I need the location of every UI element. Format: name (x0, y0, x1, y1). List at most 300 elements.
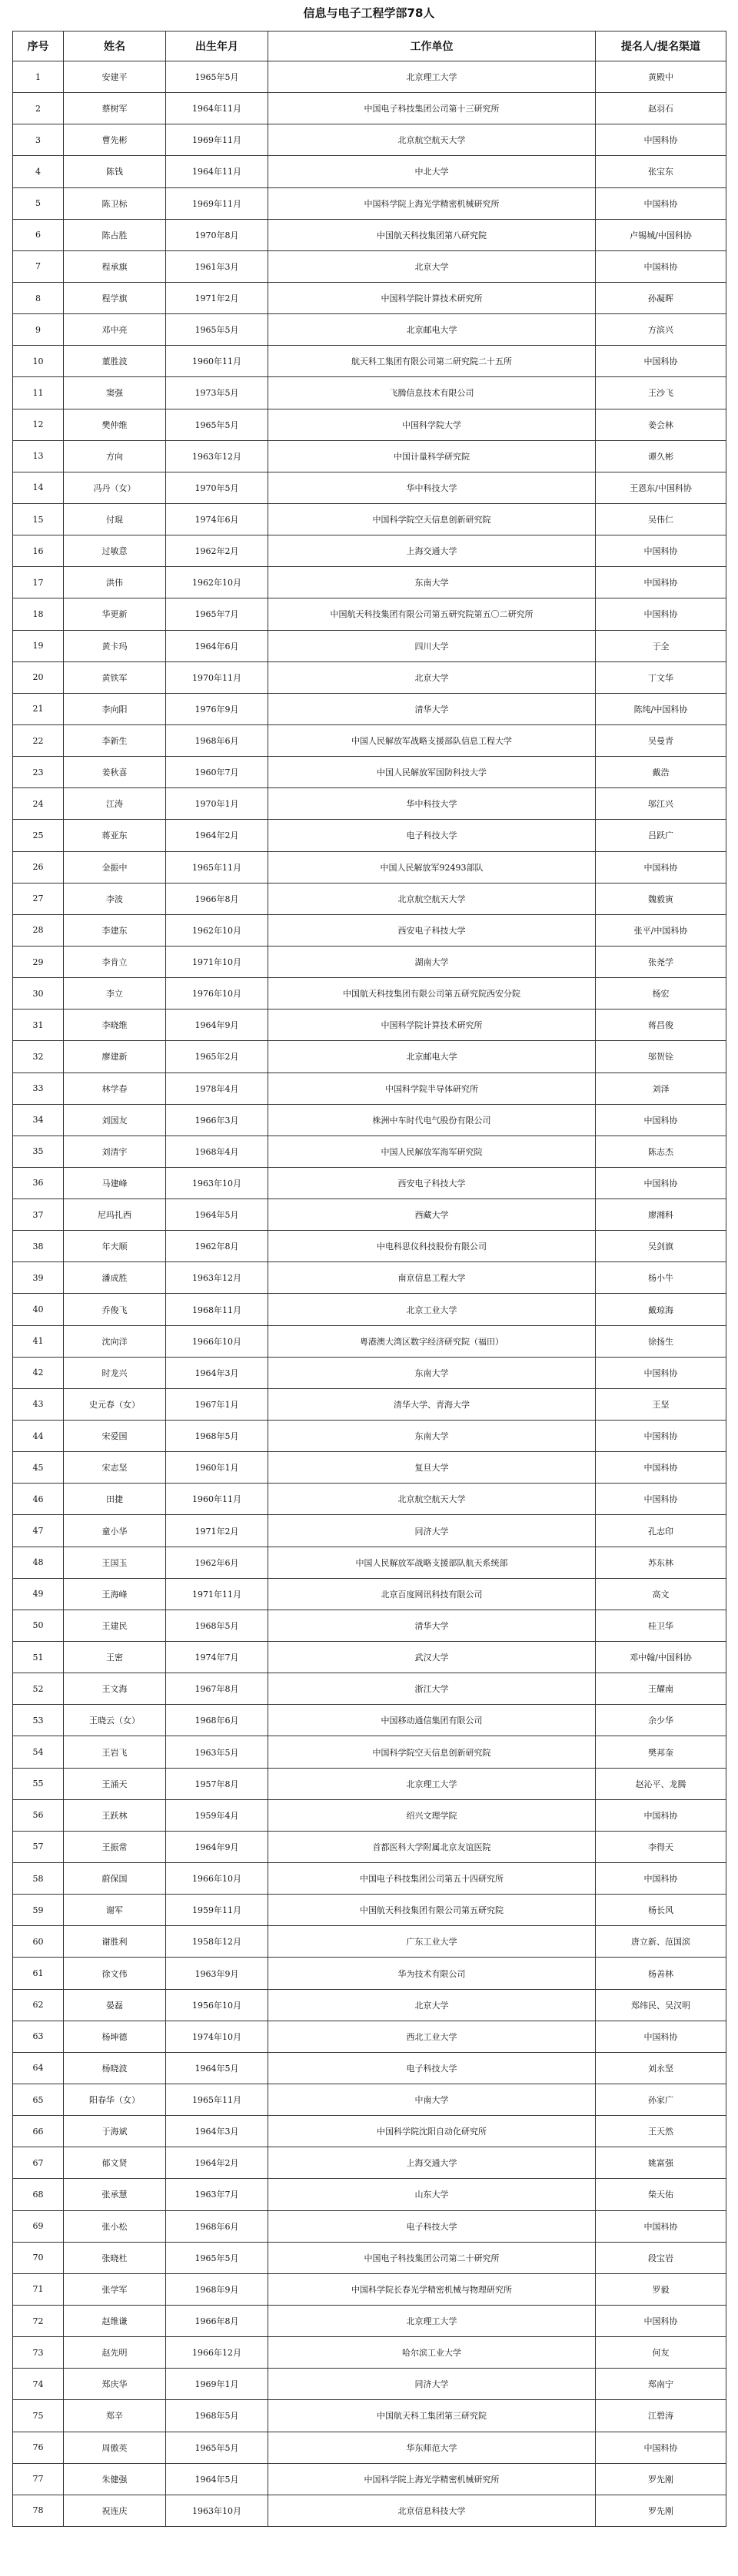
cell-index: 9 (13, 314, 64, 346)
cell-index: 28 (13, 914, 64, 946)
cell-workplace: 北京大学 (268, 661, 596, 693)
cell-nominator: 中国科协 (596, 2021, 726, 2052)
cell-index: 21 (13, 693, 64, 724)
table-row (13, 1167, 726, 1198)
table-row (13, 93, 726, 124)
cell-birth: 1965年5月 (166, 61, 268, 93)
cell-workplace: 西藏大学 (268, 1199, 596, 1231)
table-row (13, 2179, 726, 2210)
table-row (13, 1452, 726, 1484)
cell-birth: 1976年9月 (166, 693, 268, 724)
cell-name: 周傲英 (64, 2432, 166, 2463)
cell-index: 23 (13, 757, 64, 788)
cell-name: 李立 (64, 978, 166, 1010)
cell-nominator: 中国科协 (596, 2210, 726, 2242)
cell-index: 24 (13, 788, 64, 820)
cell-nominator: 中国科协 (596, 1167, 726, 1198)
cell-name: 王跃林 (64, 1799, 166, 1831)
cell-birth: 1968年5月 (166, 1421, 268, 1452)
table-row (13, 1010, 726, 1041)
cell-index: 7 (13, 250, 64, 282)
cell-nominator: 吴伟仁 (596, 503, 726, 535)
cell-nominator: 张尧学 (596, 946, 726, 977)
table-row (13, 1104, 726, 1135)
cell-name: 过敏意 (64, 535, 166, 567)
cell-birth: 1961年3月 (166, 250, 268, 282)
cell-workplace: 中国移动通信集团有限公司 (268, 1705, 596, 1736)
cell-nominator: 邬贺铨 (596, 1041, 726, 1073)
cell-index: 27 (13, 883, 64, 914)
cell-workplace: 中国科学院长春光学精密机械与物理研究所 (268, 2273, 596, 2305)
cell-name: 付琨 (64, 503, 166, 535)
cell-name: 张学军 (64, 2273, 166, 2305)
cell-birth: 1962年2月 (166, 535, 268, 567)
cell-workplace: 电子科技大学 (268, 2210, 596, 2242)
cell-index: 17 (13, 567, 64, 598)
cell-nominator: 中国科协 (596, 851, 726, 883)
cell-name: 年夫顺 (64, 1231, 166, 1262)
cell-birth: 1970年8月 (166, 219, 268, 250)
cell-birth: 1963年10月 (166, 1167, 268, 1198)
cell-birth: 1965年11月 (166, 2084, 268, 2116)
table-row (13, 1831, 726, 1862)
cell-workplace: 绍兴文理学院 (268, 1799, 596, 1831)
cell-name: 李新生 (64, 724, 166, 756)
cell-birth: 1959年11月 (166, 1895, 268, 1926)
cell-workplace: 华为技术有限公司 (268, 1958, 596, 1989)
cell-index: 38 (13, 1231, 64, 1262)
cell-workplace: 复旦大学 (268, 1452, 596, 1484)
table-row (13, 567, 726, 598)
nominee-table (12, 31, 726, 2527)
cell-index: 64 (13, 2052, 64, 2084)
cell-birth: 1974年10月 (166, 2021, 268, 2052)
cell-workplace: 清华大学、青海大学 (268, 1388, 596, 1420)
cell-nominator: 姚富强 (596, 2147, 726, 2179)
cell-workplace: 航天科工集团有限公司第二研究院二十五所 (268, 346, 596, 377)
cell-name: 张承慧 (64, 2179, 166, 2210)
table-row (13, 346, 726, 377)
cell-index: 56 (13, 1799, 64, 1831)
table-row (13, 1484, 726, 1515)
cell-nominator: 余少华 (596, 1705, 726, 1736)
cell-nominator: 中国科协 (596, 1799, 726, 1831)
table-row (13, 377, 726, 409)
cell-workplace: 北京百度网讯科技有限公司 (268, 1578, 596, 1610)
cell-index: 39 (13, 1262, 64, 1294)
table-row (13, 61, 726, 93)
cell-birth: 1964年3月 (166, 2116, 268, 2147)
cell-name: 王建民 (64, 1610, 166, 1641)
cell-name: 冯丹（女） (64, 472, 166, 503)
table-row (13, 124, 726, 156)
cell-workplace: 中国科学院计算技术研究所 (268, 282, 596, 313)
cell-index: 63 (13, 2021, 64, 2052)
table-row (13, 1799, 726, 1831)
cell-index: 44 (13, 1421, 64, 1452)
cell-birth: 1964年6月 (166, 630, 268, 661)
cell-index: 35 (13, 1135, 64, 1167)
cell-nominator: 段宝岩 (596, 2242, 726, 2273)
cell-index: 76 (13, 2432, 64, 2463)
cell-birth: 1970年1月 (166, 788, 268, 820)
cell-index: 32 (13, 1041, 64, 1073)
cell-nominator: 杨善林 (596, 1958, 726, 1989)
table-row (13, 2210, 726, 2242)
cell-name: 王国玉 (64, 1547, 166, 1578)
cell-workplace: 同济大学 (268, 1515, 596, 1547)
cell-workplace: 中南大学 (268, 2084, 596, 2116)
cell-birth: 1965年5月 (166, 2432, 268, 2463)
cell-workplace: 东南大学 (268, 1421, 596, 1452)
cell-index: 20 (13, 661, 64, 693)
cell-workplace: 北京航空航天大学 (268, 124, 596, 156)
table-row (13, 1357, 726, 1388)
cell-workplace: 四川大学 (268, 630, 596, 661)
cell-nominator: 柴天佑 (596, 2179, 726, 2210)
cell-nominator: 中国科协 (596, 346, 726, 377)
cell-name: 金振中 (64, 851, 166, 883)
cell-workplace: 飞腾信息技术有限公司 (268, 377, 596, 409)
cell-index: 15 (13, 503, 64, 535)
table-row (13, 2084, 726, 2116)
cell-birth: 1968年6月 (166, 1705, 268, 1736)
table-row (13, 1768, 726, 1799)
cell-nominator: 中国科协 (596, 1357, 726, 1388)
table-row (13, 1073, 726, 1104)
cell-birth: 1968年5月 (166, 1610, 268, 1641)
cell-workplace: 西安电子科技大学 (268, 914, 596, 946)
cell-workplace: 中国电子科技集团公司第二十研究所 (268, 2242, 596, 2273)
cell-name: 李波 (64, 883, 166, 914)
cell-workplace: 北京航空航天大学 (268, 883, 596, 914)
cell-birth: 1966年10月 (166, 1325, 268, 1357)
cell-birth: 1963年12月 (166, 1262, 268, 1294)
table-row (13, 1294, 726, 1325)
cell-nominator: 罗毅 (596, 2273, 726, 2305)
cell-index: 77 (13, 2463, 64, 2495)
cell-name: 程学旗 (64, 282, 166, 313)
cell-index: 75 (13, 2400, 64, 2432)
cell-name: 宋爱国 (64, 1421, 166, 1452)
cell-workplace: 上海交通大学 (268, 535, 596, 567)
cell-birth: 1963年7月 (166, 2179, 268, 2210)
cell-birth: 1966年12月 (166, 2337, 268, 2369)
cell-workplace: 北京理工大学 (268, 2305, 596, 2336)
cell-name: 李肯立 (64, 946, 166, 977)
cell-index: 69 (13, 2210, 64, 2242)
cell-name: 黄卡玛 (64, 630, 166, 661)
cell-workplace: 中国计量科学研究院 (268, 440, 596, 472)
cell-birth: 1969年1月 (166, 2369, 268, 2400)
cell-nominator: 罗先刚 (596, 2463, 726, 2495)
cell-index: 14 (13, 472, 64, 503)
cell-index: 43 (13, 1388, 64, 1420)
table-row (13, 440, 726, 472)
cell-birth: 1965年5月 (166, 314, 268, 346)
cell-nominator: 中国科协 (596, 1484, 726, 1515)
cell-nominator: 桂卫华 (596, 1610, 726, 1641)
cell-birth: 1962年10月 (166, 567, 268, 598)
cell-birth: 1964年9月 (166, 1010, 268, 1041)
cell-nominator: 中国科协 (596, 2305, 726, 2336)
cell-nominator: 刘永坚 (596, 2052, 726, 2084)
cell-name: 程承旗 (64, 250, 166, 282)
cell-name: 谢军 (64, 1895, 166, 1926)
cell-workplace: 中国科学院大学 (268, 409, 596, 440)
cell-index: 62 (13, 1989, 64, 2021)
cell-index: 46 (13, 1484, 64, 1515)
cell-birth: 1968年6月 (166, 2210, 268, 2242)
table-row (13, 250, 726, 282)
cell-index: 70 (13, 2242, 64, 2273)
table-row (13, 2052, 726, 2084)
cell-birth: 1970年5月 (166, 472, 268, 503)
cell-workplace: 中国科学院上海光学精密机械研究所 (268, 187, 596, 219)
cell-birth: 1956年10月 (166, 1989, 268, 2021)
cell-birth: 1965年7月 (166, 598, 268, 630)
cell-birth: 1968年4月 (166, 1135, 268, 1167)
cell-index: 49 (13, 1578, 64, 1610)
cell-workplace: 中国科学院空天信息创新研究院 (268, 1736, 596, 1768)
cell-workplace: 山东大学 (268, 2179, 596, 2210)
table-row (13, 503, 726, 535)
cell-workplace: 哈尔滨工业大学 (268, 2337, 596, 2369)
cell-name: 阳春华（女） (64, 2084, 166, 2116)
cell-workplace: 浙江大学 (268, 1673, 596, 1705)
cell-nominator: 徐扬生 (596, 1325, 726, 1357)
cell-nominator: 王坚 (596, 1388, 726, 1420)
cell-workplace: 株洲中车时代电气股份有限公司 (268, 1104, 596, 1135)
table-row (13, 1989, 726, 2021)
table-row (13, 1926, 726, 1958)
cell-index: 12 (13, 409, 64, 440)
cell-workplace: 中国电子科技集团公司第十三研究所 (268, 93, 596, 124)
cell-workplace: 武汉大学 (268, 1642, 596, 1673)
cell-index: 53 (13, 1705, 64, 1736)
cell-workplace: 北京理工大学 (268, 61, 596, 93)
cell-name: 祝连庆 (64, 2495, 166, 2526)
cell-birth: 1965年5月 (166, 409, 268, 440)
cell-name: 华更新 (64, 598, 166, 630)
table-row (13, 1388, 726, 1420)
cell-birth: 1969年11月 (166, 187, 268, 219)
cell-nominator: 陈纯/中国科协 (596, 693, 726, 724)
cell-index: 10 (13, 346, 64, 377)
cell-birth: 1962年10月 (166, 914, 268, 946)
cell-birth: 1966年3月 (166, 1104, 268, 1135)
cell-nominator: 何友 (596, 2337, 726, 2369)
table-row (13, 472, 726, 503)
cell-nominator: 吕跃广 (596, 820, 726, 851)
table-row (13, 2021, 726, 2052)
cell-nominator: 谭久彬 (596, 440, 726, 472)
cell-birth: 1973年5月 (166, 377, 268, 409)
cell-name: 蒋亚东 (64, 820, 166, 851)
cell-index: 1 (13, 61, 64, 93)
cell-name: 樊仲维 (64, 409, 166, 440)
cell-name: 林学春 (64, 1073, 166, 1104)
cell-nominator: 杨小牛 (596, 1262, 726, 1294)
cell-name: 时龙兴 (64, 1357, 166, 1388)
cell-birth: 1971年10月 (166, 946, 268, 977)
cell-nominator: 王恩东/中国科协 (596, 472, 726, 503)
cell-name: 江涛 (64, 788, 166, 820)
cell-birth: 1969年11月 (166, 124, 268, 156)
cell-nominator: 于全 (596, 630, 726, 661)
cell-nominator: 邓中翰/中国科协 (596, 1642, 726, 1673)
cell-birth: 1976年10月 (166, 978, 268, 1010)
cell-index: 34 (13, 1104, 64, 1135)
cell-nominator: 杨长风 (596, 1895, 726, 1926)
cell-nominator: 丁文华 (596, 661, 726, 693)
cell-nominator: 孙凝晖 (596, 282, 726, 313)
column-header-name: 姓名 (64, 31, 166, 61)
cell-birth: 1960年1月 (166, 1452, 268, 1484)
cell-workplace: 中国科学院半导体研究所 (268, 1073, 596, 1104)
cell-birth: 1959年4月 (166, 1799, 268, 1831)
cell-workplace: 北京工业大学 (268, 1294, 596, 1325)
cell-nominator: 张平/中国科协 (596, 914, 726, 946)
cell-birth: 1962年8月 (166, 1231, 268, 1262)
cell-index: 71 (13, 2273, 64, 2305)
table-row (13, 2242, 726, 2273)
cell-workplace: 东南大学 (268, 1357, 596, 1388)
cell-workplace: 西北工业大学 (268, 2021, 596, 2052)
table-row (13, 724, 726, 756)
cell-index: 8 (13, 282, 64, 313)
cell-index: 40 (13, 1294, 64, 1325)
cell-name: 蔚保国 (64, 1863, 166, 1895)
cell-workplace: 北京理工大学 (268, 1768, 596, 1799)
cell-nominator: 中国科协 (596, 1421, 726, 1452)
cell-index: 3 (13, 124, 64, 156)
table-body (13, 61, 726, 2527)
table-row (13, 1199, 726, 1231)
cell-workplace: 粤港澳大湾区数字经济研究院（福田） (268, 1325, 596, 1357)
table-row (13, 1547, 726, 1578)
cell-index: 58 (13, 1863, 64, 1895)
table-row (13, 598, 726, 630)
cell-birth: 1963年12月 (166, 440, 268, 472)
cell-nominator: 郑纬民、吴汉明 (596, 1989, 726, 2021)
cell-birth: 1960年11月 (166, 1484, 268, 1515)
cell-index: 60 (13, 1926, 64, 1958)
table-row (13, 1895, 726, 1926)
cell-birth: 1962年6月 (166, 1547, 268, 1578)
cell-index: 50 (13, 1610, 64, 1641)
cell-workplace: 北京信息科技大学 (268, 2495, 596, 2526)
cell-name: 李晓维 (64, 1010, 166, 1041)
table-row (13, 2463, 726, 2495)
cell-birth: 1971年2月 (166, 1515, 268, 1547)
cell-nominator: 卢锡城/中国科协 (596, 219, 726, 250)
cell-birth: 1971年11月 (166, 1578, 268, 1610)
cell-index: 26 (13, 851, 64, 883)
table-row (13, 1325, 726, 1357)
table-row (13, 1041, 726, 1073)
cell-index: 73 (13, 2337, 64, 2369)
cell-nominator: 孔志印 (596, 1515, 726, 1547)
cell-birth: 1968年5月 (166, 2400, 268, 2432)
table-row (13, 946, 726, 977)
cell-nominator: 陈志杰 (596, 1135, 726, 1167)
cell-workplace: 北京邮电大学 (268, 1041, 596, 1073)
cell-name: 王文海 (64, 1673, 166, 1705)
cell-name: 于海斌 (64, 2116, 166, 2147)
cell-index: 6 (13, 219, 64, 250)
cell-name: 王岩飞 (64, 1736, 166, 1768)
column-header-workplace: 工作单位 (268, 31, 596, 61)
cell-name: 董胜波 (64, 346, 166, 377)
cell-nominator: 江碧涛 (596, 2400, 726, 2432)
cell-birth: 1964年9月 (166, 1831, 268, 1862)
cell-name: 史元春（女） (64, 1388, 166, 1420)
cell-birth: 1974年7月 (166, 1642, 268, 1673)
page-title: 信息与电子工程学部78人 (303, 6, 435, 20)
cell-workplace: 西安电子科技大学 (268, 1167, 596, 1198)
cell-workplace: 电子科技大学 (268, 820, 596, 851)
cell-workplace: 中国航天科技集团有限公司第五研究院第五〇二研究所 (268, 598, 596, 630)
cell-workplace: 中国科学院空天信息创新研究院 (268, 503, 596, 535)
cell-nominator: 杨宏 (596, 978, 726, 1010)
cell-index: 33 (13, 1073, 64, 1104)
cell-workplace: 广东工业大学 (268, 1926, 596, 1958)
column-header-birth: 出生年月 (166, 31, 268, 61)
cell-index: 78 (13, 2495, 64, 2526)
cell-nominator: 高文 (596, 1578, 726, 1610)
cell-name: 潘成胜 (64, 1262, 166, 1294)
cell-name: 沈向洋 (64, 1325, 166, 1357)
table-row (13, 2337, 726, 2369)
table-row (13, 2116, 726, 2147)
cell-nominator: 黄殿中 (596, 61, 726, 93)
cell-index: 42 (13, 1357, 64, 1388)
table-row (13, 1958, 726, 1989)
cell-name: 郑庆华 (64, 2369, 166, 2400)
cell-index: 48 (13, 1547, 64, 1578)
table-row (13, 1642, 726, 1673)
cell-nominator: 中国科协 (596, 598, 726, 630)
table-row (13, 820, 726, 851)
cell-index: 72 (13, 2305, 64, 2336)
cell-index: 37 (13, 1199, 64, 1231)
cell-birth: 1964年5月 (166, 2052, 268, 2084)
cell-workplace: 上海交通大学 (268, 2147, 596, 2179)
table-row (13, 1610, 726, 1641)
cell-nominator: 赵沁平、龙腾 (596, 1768, 726, 1799)
table-row (13, 2495, 726, 2526)
table-header-row (13, 31, 726, 61)
cell-workplace: 中国航天科技集团第八研究院 (268, 219, 596, 250)
cell-nominator: 张宝东 (596, 156, 726, 187)
cell-index: 55 (13, 1768, 64, 1799)
cell-index: 22 (13, 724, 64, 756)
cell-nominator: 中国科协 (596, 535, 726, 567)
cell-nominator: 刘泽 (596, 1073, 726, 1104)
cell-nominator: 中国科协 (596, 187, 726, 219)
cell-index: 47 (13, 1515, 64, 1547)
cell-workplace: 中国航天科技集团有限公司第五研究院西安分院 (268, 978, 596, 1010)
cell-birth: 1958年12月 (166, 1926, 268, 1958)
table-row (13, 1705, 726, 1736)
cell-birth: 1964年2月 (166, 820, 268, 851)
cell-name: 尼玛扎西 (64, 1199, 166, 1231)
cell-nominator: 王沙飞 (596, 377, 726, 409)
cell-index: 18 (13, 598, 64, 630)
table-row (13, 2273, 726, 2305)
cell-index: 74 (13, 2369, 64, 2400)
